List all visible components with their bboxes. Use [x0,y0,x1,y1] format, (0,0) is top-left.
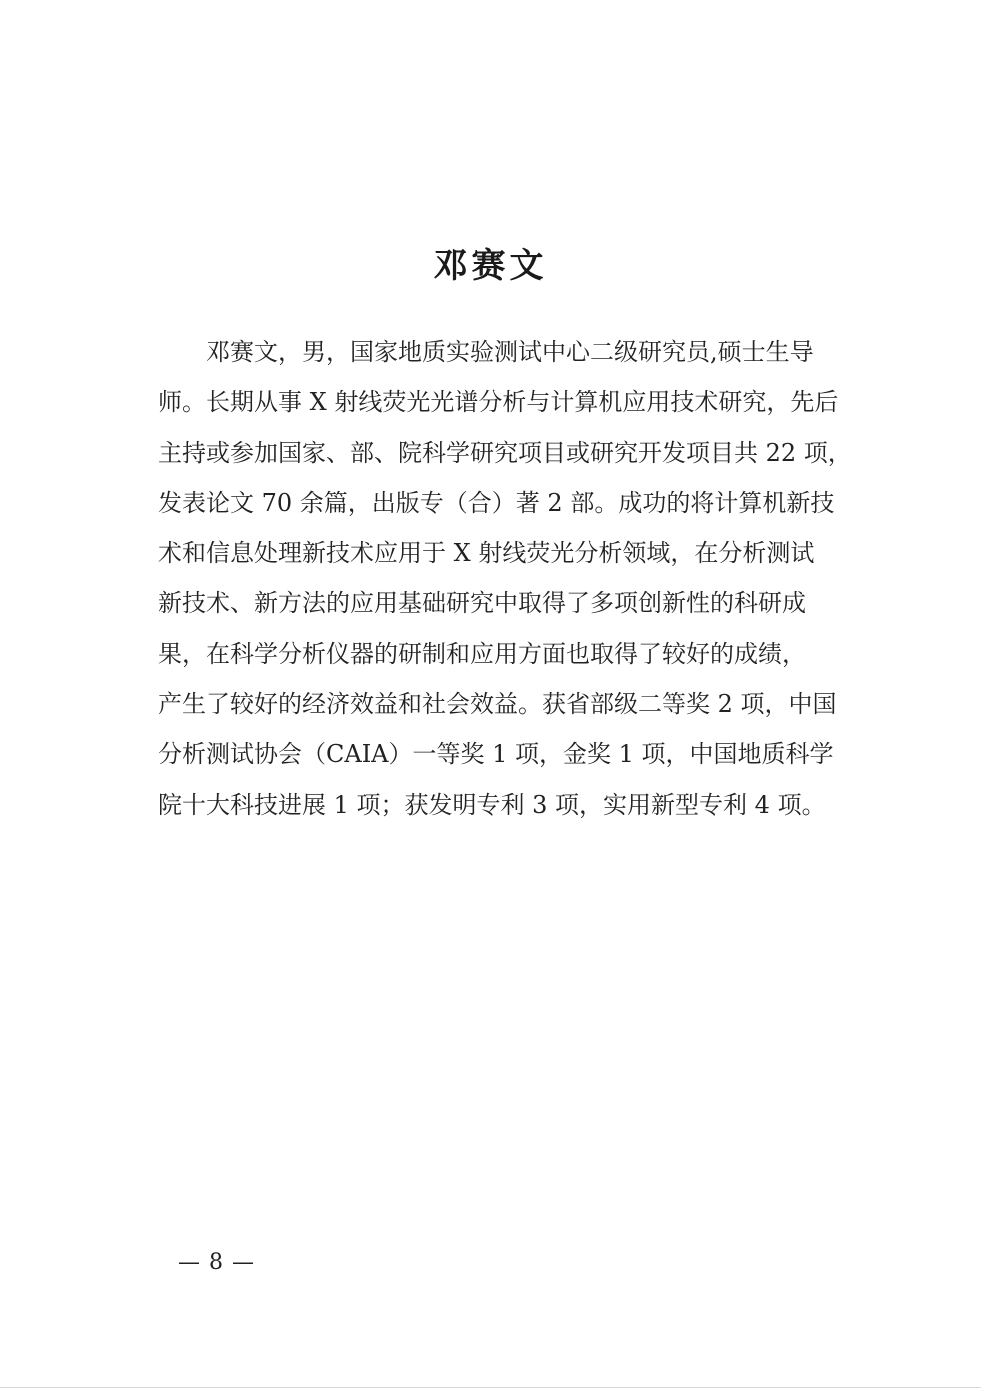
paragraph-line: 新技术、新方法的应用基础研究中取得了多项创新性的科研成 [158,589,806,618]
page-number: — 8 — [178,1250,255,1275]
paragraph-line: 主持或参加国家、部、院科学研究项目或研究开发项目共 22 项， [158,438,852,467]
paragraph-line: 邓赛文，男，国家地质实验测试中心二级研究员,硕士生导 [206,338,814,366]
paragraph-line: 师。长期从事 X 射线荧光光谱分析与计算机应用技术研究，先后 [158,388,839,417]
biography-paragraph [158,334,858,837]
paragraph-line: 果，在科学分析仪器的研制和应用方面也取得了较好的成绩， [158,639,806,668]
bottom-divider [0,1387,981,1388]
paragraph-line: 产生了较好的经济效益和社会效益。获省部级二等奖 2 项，中国 [158,690,837,719]
paragraph-line: 分析测试协会（CAIA）一等奖 1 项，金奖 1 项，中国地质科学 [158,740,834,769]
page-title: 邓赛文 [433,246,548,286]
paragraph-line: 发表论文 70 余篇，出版专（合）著 2 部。成功的将计算机新技 [158,488,835,517]
paragraph-line: 术和信息处理新技术应用于 X 射线荧光分析领域，在分析测试 [158,539,815,568]
paragraph-line: 院十大科技进展 1 项；获发明专利 3 项，实用新型专利 4 项。 [158,790,826,819]
